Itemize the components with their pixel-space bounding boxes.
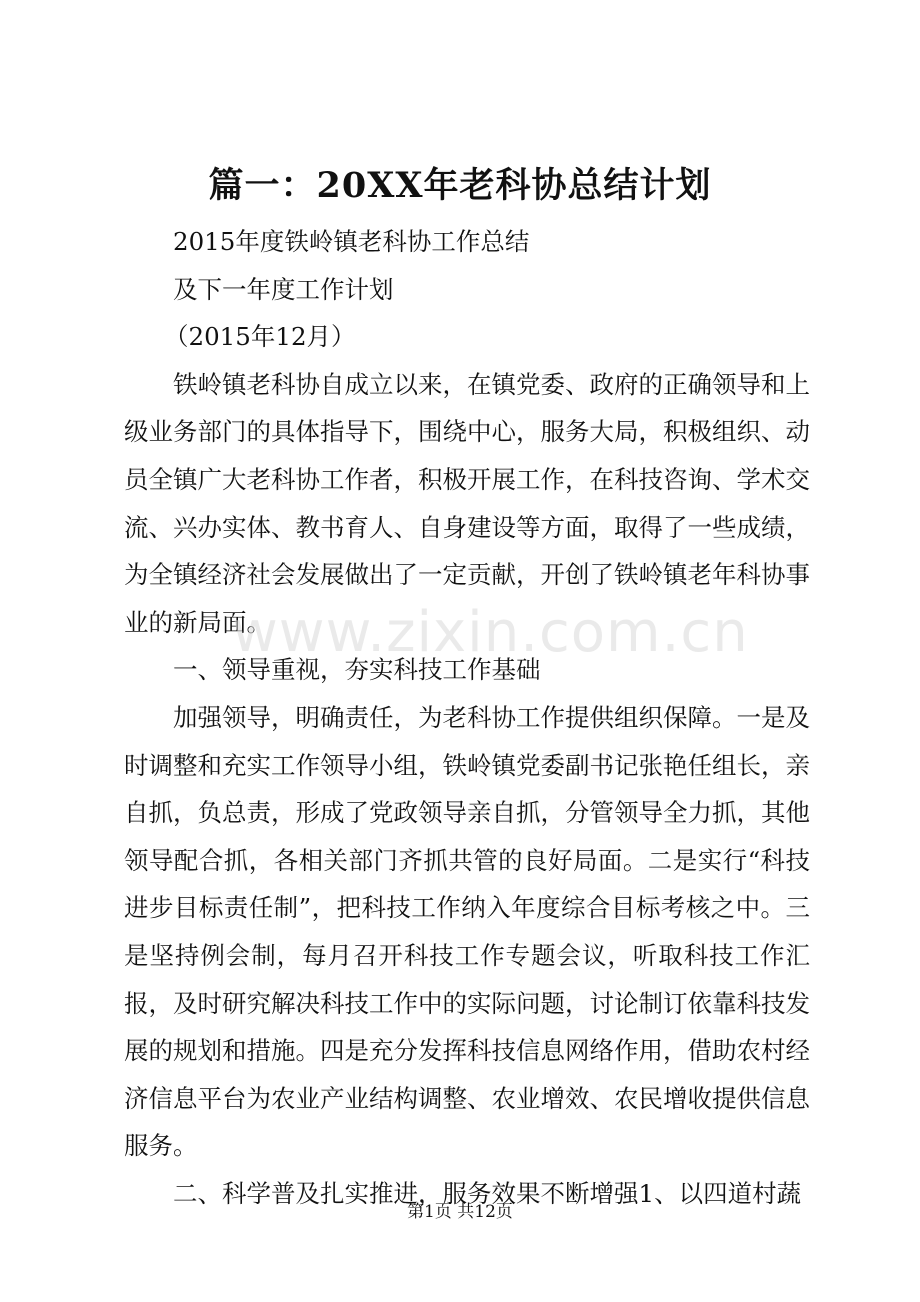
date-line: （2015年12月）: [164, 322, 356, 352]
section-heading: 二、科学普及扎实推进，服务效果不断增强1、以四道村蔬: [173, 1178, 802, 1208]
document-title: 篇一：20XX年老科协总结计划: [208, 165, 712, 206]
section-heading: 一、领导重视，夯实科技工作基础: [173, 655, 541, 685]
document-body: [124, 218, 810, 1217]
watermark: www.zixin.com.cn: [232, 600, 749, 665]
page-number-footer: 第1页 共12页: [407, 1202, 513, 1222]
paragraph: 铁岭镇老科协自成立以来，在镇党委、政府的正确领导和上级业务部门的具体指导下，围绕中心，服务大局，积极组织、动员全镇广大老科协工作者，积极开展工作，在科技咨询、学术交流、兴办实体、教书育人、自身建设等方面，取得了一些成绩，为全镇经济社会发展做出了一定贡献，开创了铁岭镇老年科协事业的新局面。: [124, 369, 810, 637]
subtitle-line-2: 及下一年度工作计划: [173, 274, 394, 304]
paragraph: 加强领导，明确责任，为老科协工作提供组织保障。一是及时调整和充实工作领导小组，铁岭镇党委副书记张艳任组长，亲自抓，负总责，形成了党政领导亲自抓，分管领导全力抓，其他领导配合抓，各相关部门齐抓共管的良好局面。二是实行“科技进步目标责任制”，把科技工作纳入年度综合目标考核之中。三是坚持例会制，每月召开科技工作专题会议，听取科技工作汇报，及时研究解决科技工作中的实际问题，讨论制订依靠科技发展的规划和措施。四是充分发挥科技信息网络作用，借助农村经济信息平台为农业产业结构调整、农业增效、农民增收提供信息服务。: [124, 702, 810, 1161]
subtitle-line-1: 2015年度铁岭镇老科协工作总结: [173, 227, 530, 256]
